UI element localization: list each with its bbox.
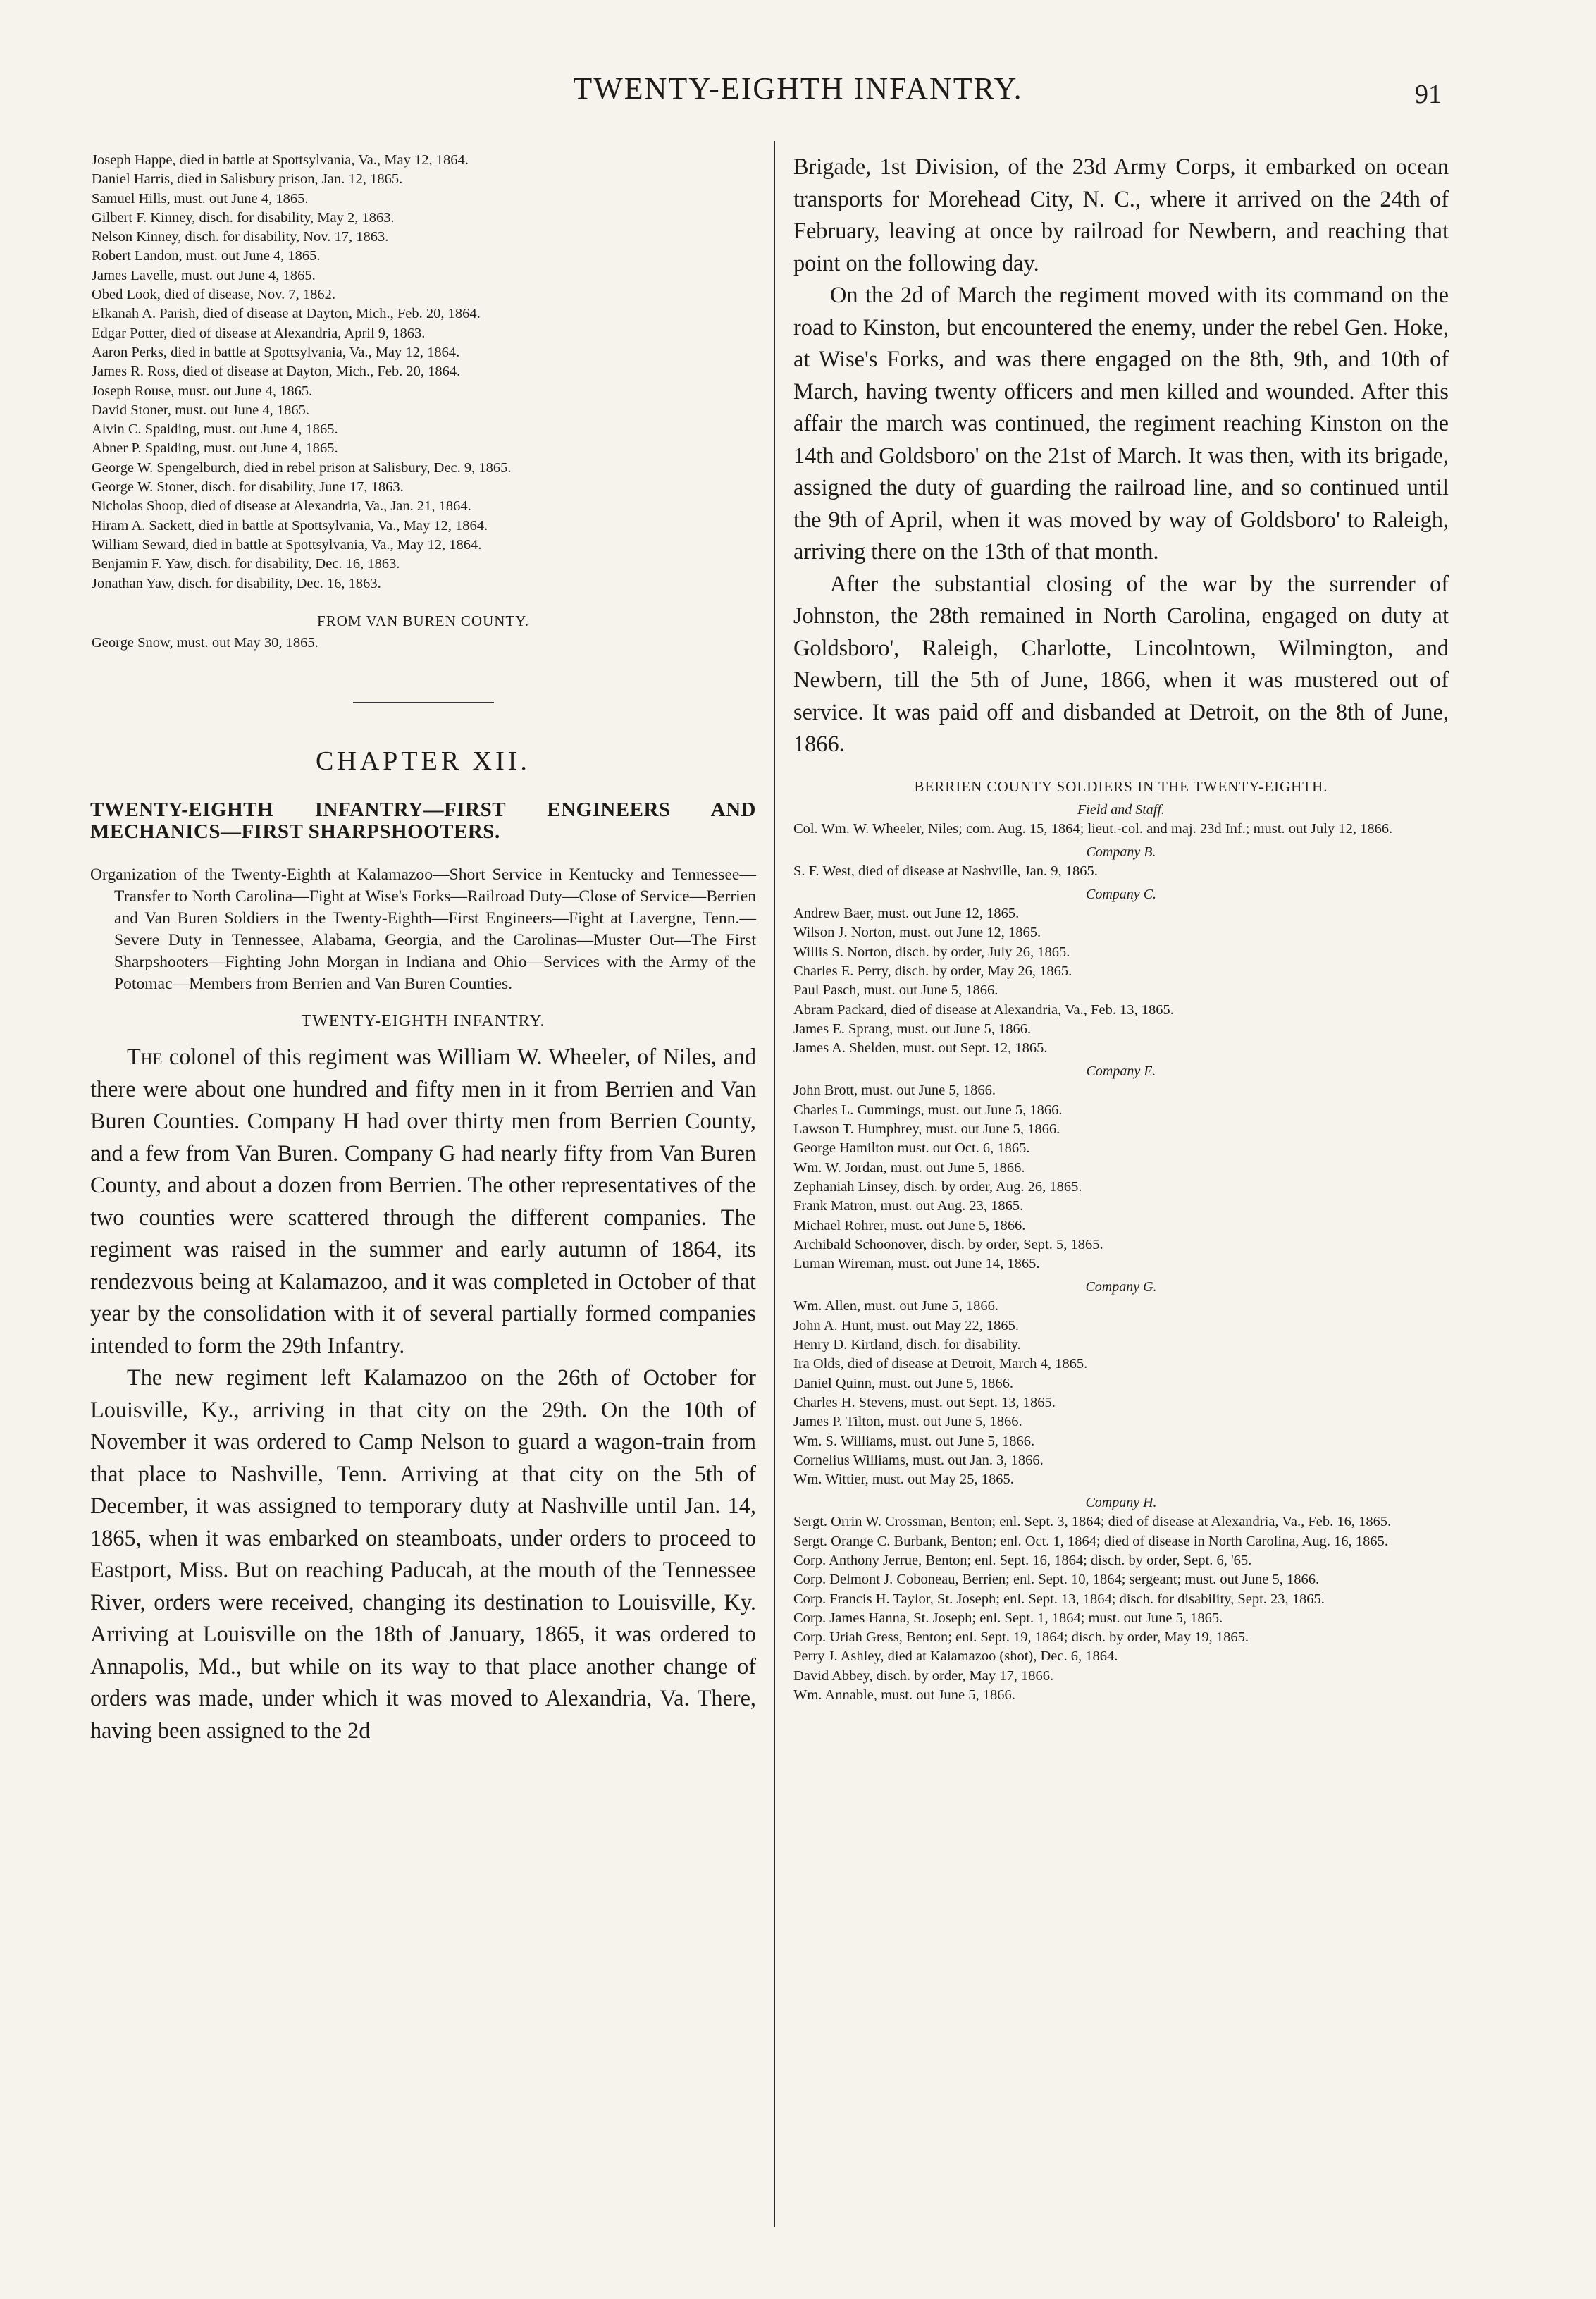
paragraph — [90, 1041, 756, 1362]
left-body — [90, 1041, 756, 1746]
drop-cap-word: The — [127, 1044, 163, 1070]
roster-entry: Nicholas Shoop, died of disease at Alexandria, Va., Jan. 21, 1864. — [92, 498, 471, 514]
roster-entry: Charles H. Stevens, must. out Sept. 13, 1865. — [793, 1394, 1056, 1410]
roster-entry: James A. Shelden, must. out Sept. 12, 1865. — [793, 1040, 1048, 1056]
roster-entry: Henry D. Kirtland, disch. for disability. — [793, 1337, 1021, 1353]
roster-entry: Charles L. Cummings, must. out June 5, 1866. — [793, 1102, 1063, 1118]
roster-entry: Corp. Anthony Jerrue, Benton; enl. Sept. 16, 1864; disch. by order, Sept. 6, '65. — [793, 1553, 1252, 1568]
left-roster — [92, 151, 756, 593]
roster-entry: Corp. Delmont J. Coboneau, Berrien; enl. Sept. 10, 1864; sergeant; must. out June 5, 1866. — [793, 1572, 1320, 1588]
paragraph: On the 2d of March the regiment moved with its command on the road to Kinston, but encountered the enemy, under the rebel Gen. Hoke, at Wise's Forks, and was there engaged on the 8th, 9th, and 10th of March, having twenty officers and men killed and wounded. After this affair the march was continued, the regiment reaching Kinston on the 14th and Goldsboro' on the 21st of March. It was then, with its brigade, assigned the duty of guarding the railroad line, and so continued until the 9th of April, when it was moved by way of Goldsboro' to Raleigh, arriving there on the 13th of that month. — [793, 282, 1449, 564]
company-c-roster — [793, 904, 1449, 1058]
roster-entry: George Snow, must. out May 30, 1865. — [92, 634, 318, 651]
roster-entry: Wm. W. Jordan, must. out June 5, 1866. — [793, 1159, 1025, 1176]
roster-entry: Zephaniah Linsey, disch. by order, Aug. 26, 1865. — [793, 1178, 1082, 1195]
roster-entry: Corp. James Hanna, St. Joseph; enl. Sept. 1, 1864; must. out June 5, 1865. — [793, 1610, 1223, 1626]
roster-entry: James E. Sprang, must. out June 5, 1866. — [793, 1021, 1032, 1037]
roster-entry: Lawson T. Humphrey, must. out June 5, 1866. — [793, 1121, 1060, 1138]
left-column — [90, 151, 756, 1746]
company-h-roster — [793, 1512, 1449, 1705]
roster-entry: James R. Ross, died of disease at Dayton, Mich., Feb. 20, 1864. — [92, 364, 461, 380]
roster-entry: Wm. Wittier, must. out May 25, 1865. — [793, 1472, 1014, 1488]
roster-entry: Wm. Annable, must. out June 5, 1866. — [793, 1687, 1015, 1703]
roster-entry: Daniel Harris, died in Salisbury prison, Jan. 12, 1865. — [92, 171, 403, 187]
chapter-title: TWENTY-EIGHTH INFANTRY—FIRST ENGINEERS AND MECHANICS—FIRST SHARPSHOOTERS. — [90, 799, 756, 844]
berrien-heading: BERRIEN COUNTY SOLDIERS IN THE TWENTY-EIGHTH. — [914, 777, 1328, 795]
roster-entry: David Stoner, must. out June 4, 1865. — [92, 402, 309, 418]
roster-entry: S. F. West, died of disease at Nashville, Jan. 9, 1865. — [793, 863, 1098, 879]
roster-entry: Jonathan Yaw, disch. for disability, Dec. 16, 1863. — [92, 575, 381, 591]
van-buren-heading: FROM VAN BUREN COUNTY. — [317, 612, 529, 629]
roster-entry: Nelson Kinney, disch. for disability, Nov. 17, 1863. — [92, 229, 389, 245]
roster-entry: Samuel Hills, must. out June 4, 1865. — [92, 190, 309, 207]
chapter-summary: Organization of the Twenty-Eighth at Kalamazoo—Short Service in Kentucky and Tennessee—Transfer to North Carolina—Fight at Wise's Forks—Railroad Duty—Close of Service—Berrien and Van Buren Soldiers in the Twenty-Eighth—First Engineers—Fight at Lavergne, Tenn.—Severe Duty in Tennessee, Alabama, Georgia, and the Carolinas—Muster Out—The First Sharpshooters—Fighting John Morgan in Indiana and Ohio—Services with the Army of the Potomac—Members from Berrien and Van Buren Counties. — [90, 865, 756, 994]
company-e-heading: Company E. — [1086, 1064, 1156, 1080]
roster-entry: Luman Wireman, must. out June 14, 1865. — [793, 1256, 1040, 1272]
company-b-heading: Company B. — [1086, 844, 1156, 860]
roster-entry: John A. Hunt, must. out May 22, 1865. — [793, 1317, 1020, 1333]
roster-entry: Joseph Rouse, must. out June 4, 1865. — [92, 383, 313, 399]
page-number: 91 — [1415, 80, 1442, 109]
roster-entry: Archibald Schoonover, disch. by order, Sept. 5, 1865. — [793, 1236, 1103, 1252]
roster-entry: Obed Look, died of disease, Nov. 7, 1862. — [92, 287, 335, 303]
roster-entry: Paul Pasch, must. out June 5, 1866. — [793, 982, 998, 999]
roster-entry: John Brott, must. out June 5, 1866. — [793, 1083, 996, 1099]
roster-entry: James P. Tilton, must. out June 5, 1866. — [793, 1414, 1022, 1430]
roster-entry: Corp. Uriah Gress, Benton; enl. Sept. 19, 1864; disch. by order, May 19, 1865. — [793, 1629, 1249, 1646]
roster-entry: Gilbert F. Kinney, disch. for disability, May 2, 1863. — [92, 209, 395, 226]
company-g-heading: Company G. — [1085, 1279, 1157, 1295]
chapter-number: CHAPTER XII. — [316, 746, 531, 777]
roster-entry: Aaron Perks, died in battle at Spottsylvania, Va., May 12, 1864. — [92, 344, 460, 360]
company-g-roster — [793, 1297, 1449, 1489]
running-head: TWENTY-EIGHTH INFANTRY. — [573, 71, 1023, 106]
roster-entry: Frank Matron, must. out Aug. 23, 1865. — [793, 1198, 1024, 1214]
paragraph: After the substantial closing of the war by the surrender of Johnston, the 28th remained in North Carolina, engaged on duty at Goldsboro', Raleigh, Charlotte, Lincolntown, Wilmington, and Newbern, till the 5th of June, 1866, when it was mustered out of service. It was paid off and disbanded at Detroit, on the 8th of June, 1866. — [793, 570, 1449, 756]
roster-entry: Cornelius Williams, must. out Jan. 3, 1866. — [793, 1452, 1044, 1468]
roster-entry: Charles E. Perry, disch. by order, May 26, 1865. — [793, 963, 1072, 979]
company-h-heading: Company H. — [1085, 1495, 1157, 1511]
roster-entry: Edgar Potter, died of disease at Alexandria, April 9, 1863. — [92, 325, 426, 341]
company-c-heading: Company C. — [1086, 887, 1156, 903]
roster-entry: Benjamin F. Yaw, disch. for disability, Dec. 16, 1863. — [92, 556, 400, 572]
roster-entry: James Lavelle, must. out June 4, 1865. — [92, 267, 316, 283]
column-divider — [774, 141, 775, 2227]
roster-entry: Wm. S. Williams, must. out June 5, 1866. — [793, 1433, 1035, 1449]
roster-entry: Abram Packard, died of disease at Alexandria, Va., Feb. 13, 1865. — [793, 1001, 1174, 1018]
roster-entry: Sergt. Orange C. Burbank, Benton; enl. Oct. 1, 1864; died of disease in North Carolina, Aug. 16, 1865. — [793, 1533, 1388, 1549]
company-b-roster — [793, 862, 1449, 881]
roster-entry: David Abbey, disch. by order, May 17, 1866. — [793, 1668, 1054, 1684]
roster-entry: Alvin C. Spalding, must. out June 4, 1865. — [92, 421, 338, 438]
van-buren-roster — [92, 634, 756, 653]
roster-entry: George W. Stoner, disch. for disability, June 17, 1863. — [92, 479, 404, 495]
roster-entry: Willis S. Norton, disch. by order, July 26, 1865. — [793, 944, 1070, 960]
roster-entry: Col. Wm. W. Wheeler, Niles; com. Aug. 15, 1864; lieut.-col. and maj. 23d Inf.; must. out July 12, 1866. — [793, 820, 1393, 837]
field-staff-roster — [793, 820, 1449, 839]
roster-entry: Elkanah A. Parish, died of disease at Dayton, Mich., Feb. 20, 1864. — [92, 306, 481, 322]
roster-entry: Wilson J. Norton, must. out June 12, 1865. — [793, 925, 1041, 941]
roster-entry: Wm. Allen, must. out June 5, 1866. — [793, 1298, 998, 1314]
field-staff-heading: Field and Staff. — [1077, 801, 1165, 818]
roster-entry: Hiram A. Sackett, died in battle at Spottsylvania, Va., May 12, 1864. — [92, 517, 488, 534]
roster-entry: Ira Olds, died of disease at Detroit, March 4, 1865. — [793, 1356, 1088, 1372]
section-heading: TWENTY-EIGHTH INFANTRY. — [301, 1012, 545, 1031]
roster-entry: Sergt. Orrin W. Crossman, Benton; enl. Sept. 3, 1864; died of disease at Alexandria, Va., Feb. 16, 1865. — [793, 1514, 1392, 1530]
paragraph: Brigade, 1st Division, of the 23d Army Corps, it embarked on ocean transports for Morehead City, N. C., where it arrived on the 24th of February, leaving at once by railroad for Newbern, and reaching that point on the following day. — [793, 154, 1449, 276]
roster-entry: William Seward, died in battle at Spottsylvania, Va., May 12, 1864. — [92, 536, 482, 553]
roster-entry: Joseph Happe, died in battle at Spottsylvania, Va., May 12, 1864. — [92, 152, 469, 168]
paragraph: The new regiment left Kalamazoo on the 26th of October for Louisville, Ky., arriving in that city on the 29th. On the 10th of November it was ordered to Camp Nelson to guard a wagon-train from that place to Nashville, Tenn. Arriving at that city on the 5th of December, it was assigned to temporary duty at Nashville until Jan. 14, 1865, when it was embarked on steamboats, under orders to proceed to Eastport, Miss. But on reaching Paducah, at the mouth of the Tennessee River, orders were received, changing its destination to Louisville, Ky. Arriving at Louisville on the 18th of January, 1865, it was ordered to Annapolis, Md., but while on its way to that place another change of orders was made, under which it was moved to Alexandria, Va. There, having been assigned to the 2d — [90, 1364, 756, 1743]
roster-entry: Robert Landon, must. out June 4, 1865. — [92, 248, 321, 264]
roster-entry: George Hamilton must. out Oct. 6, 1865. — [793, 1140, 1030, 1157]
roster-entry: Michael Rohrer, must. out June 5, 1866. — [793, 1217, 1026, 1233]
right-column — [793, 151, 1449, 1705]
roster-entry: George W. Spengelburch, died in rebel prison at Salisbury, Dec. 9, 1865. — [92, 460, 512, 476]
roster-entry: Daniel Quinn, must. out June 5, 1866. — [793, 1375, 1014, 1391]
roster-entry: Perry J. Ashley, died at Kalamazoo (shot), Dec. 6, 1864. — [793, 1648, 1118, 1665]
roster-entry: Andrew Baer, must. out June 12, 1865. — [793, 906, 1020, 922]
company-e-roster — [793, 1081, 1449, 1274]
roster-entry: Corp. Francis H. Taylor, St. Joseph; enl. Sept. 13, 1864; disch. for disability, Sept. 23, 1865. — [793, 1591, 1325, 1607]
right-body — [793, 151, 1449, 760]
section-rule — [353, 702, 494, 703]
roster-entry: Abner P. Spalding, must. out June 4, 1865. — [92, 440, 338, 457]
paragraph-text: colonel of this regiment was William W. Wheeler, of Niles, and there were about one hundred and fifty men in it from Berrien and Van Buren Counties. Company H had over thirty men from Berrien County, and a few from Van Buren. Company G had nearly fifty from Van Buren County, and about a dozen from Berrien. The other representatives of the two counties were scattered through the different companies. The regiment was raised in the summer and early autumn of 1864, its rendezvous being at Kalamazoo, and it was completed in October of that year by the consolidation with it of several partially formed companies intended to form the 29th Infantry. — [90, 1044, 756, 1358]
